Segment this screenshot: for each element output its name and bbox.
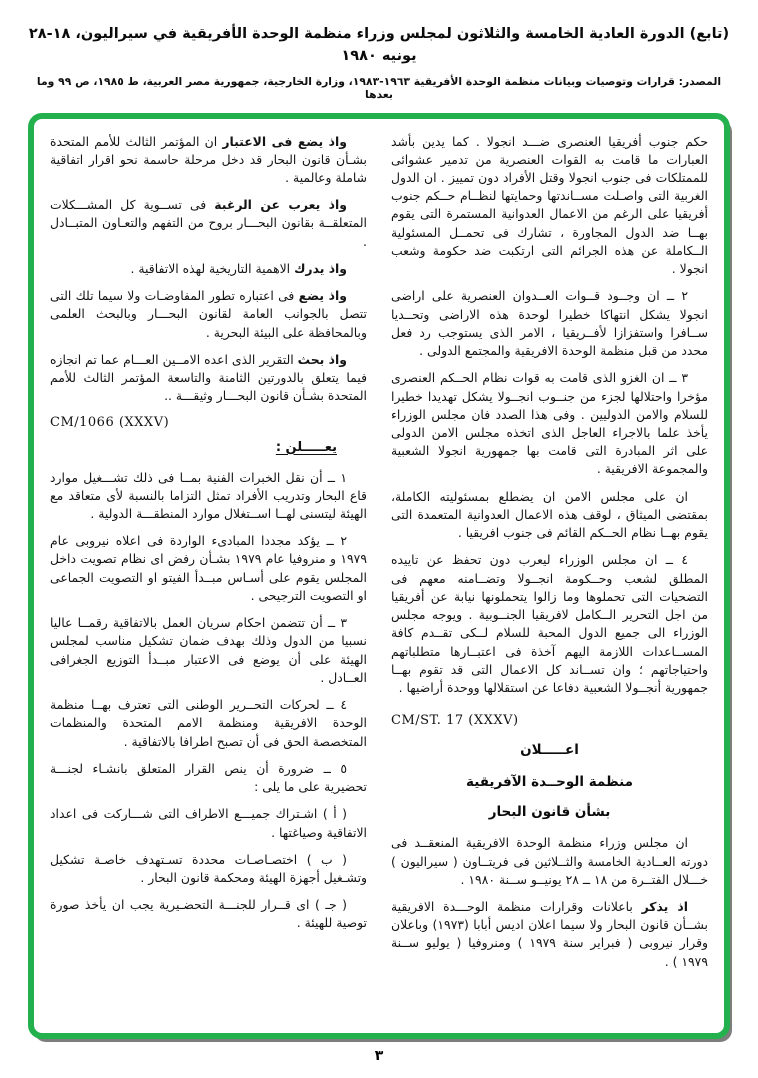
- paragraph-security-council: ان على مجلس الامن ان يضطلع بمسئوليته الكاملة، بمقتضى الميثاق ، لوقف هذه الاعمال العدوانية المتعمدة التى يقوم بهــا نظام الحــكم القائم فى جنوب افريقيا .: [391, 488, 708, 541]
- paragraph-declare-item-5: ٥ ــ ضرورة أن ينص القرار المتعلق بانشـاء لجنـــة تحضيرية على ما يلى :: [50, 760, 367, 795]
- paragraph-lead: واذ يضع فى الاعتبار: [222, 133, 347, 149]
- doc-ref-cm-1066: CM/1066 (XXXV): [50, 414, 170, 430]
- paragraph-declare-item-3: ٣ ــ أن تتضمن احكام سريان العمل بالاتفاقية رقمــا عاليا نسبيا من الدول وذلك بهدف ضمان تشكيل مناسب لمجلس الهيئة على أن يوضع فى الاعتبار مبــدأ التوزيع الجغرافى العــادل .: [50, 615, 367, 685]
- paragraph-having-examined: [50, 351, 367, 406]
- paragraph-subitem-a: ( أ ) اشـتراك جميـــع الاطراف التى شـــاركت فى اعداد الاتفاقية وصياغتها .: [50, 806, 367, 840]
- paragraph-bearing-in-mind: [50, 287, 367, 342]
- paragraph-recall-text: باعلانات وقرارات منظمة الوحـــدة الافريقية بشــأن قانون البحار ولا سيما اعلان اديس أبابا (١٩٧٣) وباعلان وقرار نيروبى ( فبراير سنة ١٩٧٩ ) ومنروفيا ( يوليو ســنة ١٩٧٩ ) .: [391, 899, 709, 969]
- doc-ref-cm-st-17: CM/ST. 17 (XXXV): [391, 713, 519, 729]
- header-source-line: المصدر: قرارات وتوصيات وبيانات منظمة الوحدة الأفريقية ١٩٦٣-١٩٨٣، وزارة الخارجية، جمهورية مصر العربية، ط ١٩٨٥، ص ٩٩ وما بعدها: [36, 74, 722, 101]
- declares-heading: يعـــــلن :: [275, 439, 337, 455]
- paragraph-continuation: حكم جنوب أفريقيا العنصرى ضـــد انجولا . كما يدين بأشد العبارات ما قامت به القوات العنصرية من تدمير عشوائى للممتلكات فى جنوب انجولا وقتل الأفراد دون تمييز . ان الدول الغربية التى واصـلت مســاندتها وحمايتها لنظــام حــكم جنوب أفريقيا على الرغم من الاعمال العدوانية المستمرة التى يقوم بهــا ضد الدول المجاورة ، تشارك فى تحمــل المسئولية الــكاملة عن هذه الجرائم التى ارتكبت ضد حكومة وشعب انجولا .: [391, 133, 708, 277]
- paragraph-lead: واذ يعرب عن الرغبة: [214, 197, 347, 213]
- document-frame: [28, 113, 730, 1039]
- heading-subject: بشأن قانون البحار: [488, 804, 611, 821]
- paragraph-text: التقرير الذى اعده الامــين العـــام عما تم انجازه فيما يتعلق بالدورتين الثامنة والتاسعة المؤتمر الثالث للأمم المتحدة بشـأن قانون البحـــار وثيقـــة ..: [50, 351, 367, 404]
- paragraph-item-4: ٤ ــ ان مجلس الوزراء ليعرب دون تحفظ عن تاييده المطلق لشعب وحــكومة انجــولا وتضــامنه معهم فى التضحيات التى تحملوها وما زالوا يتحملونها نيابة عن أفريقيا من اجل التحرير الــكامل لافريقيا الجنــوبية . ويوجه مجلس الوزراء الى جميع الدول المحبة للسلام لــكى تقــدم كافة المســاعدات اللازمة اليهم آخذة فى اعتبــارها متطلباتهم واحتياجاتهم ؛ وان تســاند كل الاعمال التى قد تقوم بهــا جمهورية أنجــولا الشعبية دفاعا عن استقلالها ووحدة أراضيها .: [391, 552, 708, 696]
- paragraph-text: فى اعتباره تطور المفاوضـات ولا سيما تلك التى تتصل بالجوانب العامة لقانون البحـــار وبالبحث العلمى وبالمحافظة على البيئة البحرية .: [50, 288, 367, 340]
- header-title: (تابع) الدورة العادية الخامسة والثلاثون لمجلس وزراء منظمة الوحدة الأفريقية في سيراليون، ١٨-٢٨ يونيه ١٩٨٠: [28, 26, 730, 64]
- paragraph-session: ان مجلس وزراء منظمة الوحدة الافريقية المنعقــد فى دورته العــادية الخامسة والثــلاثين فى فريتــاون ( سيراليون ) خـــلال الفتــرة من ١٨ ــ ٢٨ يونيــو ســنة ١٩٨٠ .: [391, 835, 708, 887]
- paragraph-lead: واذ بحث: [297, 351, 347, 367]
- column-right: [391, 133, 708, 1023]
- paragraph-lead: واذ يدرك: [294, 260, 347, 276]
- paragraph-recall-lead: اذ يذكر: [641, 899, 688, 914]
- page-header: [0, 0, 758, 101]
- paragraph-declare-item-1: ١ ــ أن نقل الخبرات الفنية بمــا فى ذلك تشـــغيل موارد قاع البحار وتدريب الأفراد تمثل التزاما بالنسبة لأى متعاقد مع الهيئة ليتسنى لهــا اســتغلال موارد المنطقـــة الدولية .: [50, 469, 367, 522]
- heading-announcement: اعـــــلان: [520, 742, 579, 759]
- paragraph-subitem-c: ( جـ ) اى قــرار للجنـــة التحضـيرية يجب ان يأخذ صورة توصية للهيئة .: [50, 897, 367, 931]
- paragraph-desiring: [50, 196, 367, 251]
- column-left: [50, 133, 367, 1023]
- paragraph-subitem-b: ( ب ) اختصـاصـات محددة تسـتهدف خاصـة تشكيل وتشـغيل أجهزة الهيئة ومحكمة قانون البحار .: [50, 851, 367, 885]
- page-number: ٣: [374, 1048, 384, 1064]
- paragraph-item-2: ٢ ــ ان وجــود قــوات العــدوان العنصرية على اراضى انجولا يشكل انتهاكا خطيرا لوحدة هذه الاراضى وتحــديا ســافرا واستفزازا لأفــريقيا ، الامر الذى يستوجب رد فعل محدد من قبل منظمة الوحدة الافريقية والمجتمع الدولى .: [391, 288, 708, 359]
- paragraph-lead: واذ يضع: [298, 288, 347, 304]
- paragraph-considering: [50, 133, 367, 188]
- heading-organization: منظمة الوحــدة الآفريقية: [466, 774, 633, 791]
- paragraph-declare-item-4: ٤ ــ لحركات التحــرير الوطنى التى تعترف بهــا منظمة الوحدة الافريقية ومنظمة الامم المتحدة والمنظمات المتخصصة الحق فى أن تصبح اطرافا بالاتفاقية .: [50, 697, 367, 749]
- paragraph-declare-item-2: ٢ ــ يؤكد مجددا المبادىء الواردة فى اعلاه نيروبى عام ١٩٧٩ و منروفيا عام ١٩٧٩ بشـأن رفض اى نظام تصويت داخل المجلس يقوم على أسـاس مبــدأ الفيتو او التصويت الجماعى او التصويت الترجيحى .: [50, 533, 367, 603]
- paragraph-text: الاهمية التاريخية لهذه الاتفاقية .: [130, 260, 295, 276]
- paragraph-text: فى تســوية كل المشـــكلات المتعلقــة بقانون البحـــار بروح من التفهم والتعـاون المتبــادل .: [50, 197, 367, 249]
- paragraph-recall: [391, 898, 708, 971]
- paragraph-aware: [50, 260, 367, 278]
- paragraph-item-3: ٣ ــ ان الغزو الذى قامت به قوات نظام الحــكم العنصرى مؤخرا واحتلالها لجزء من جنــوب انجــولا يشكل تهديدا خطيرا للسلام والامن الدوليين . وفى هذا الصدد فان مجلس الوزراء يأخذ علما بالاجراء العاجل الذى اتخذه مجلس الامن الدولى على اثر المبادرة التى قامت بها جمهورية انجولا الشعبية والمجموعة الافريقية .: [391, 370, 708, 477]
- paragraph-text: ان المؤتمر الثالث للأمم المتحدة بشـأن قانون البحار قد دخل مرحلة حاسمة نحو اقرار اتفاقية شاملة وعالمية .: [50, 133, 367, 185]
